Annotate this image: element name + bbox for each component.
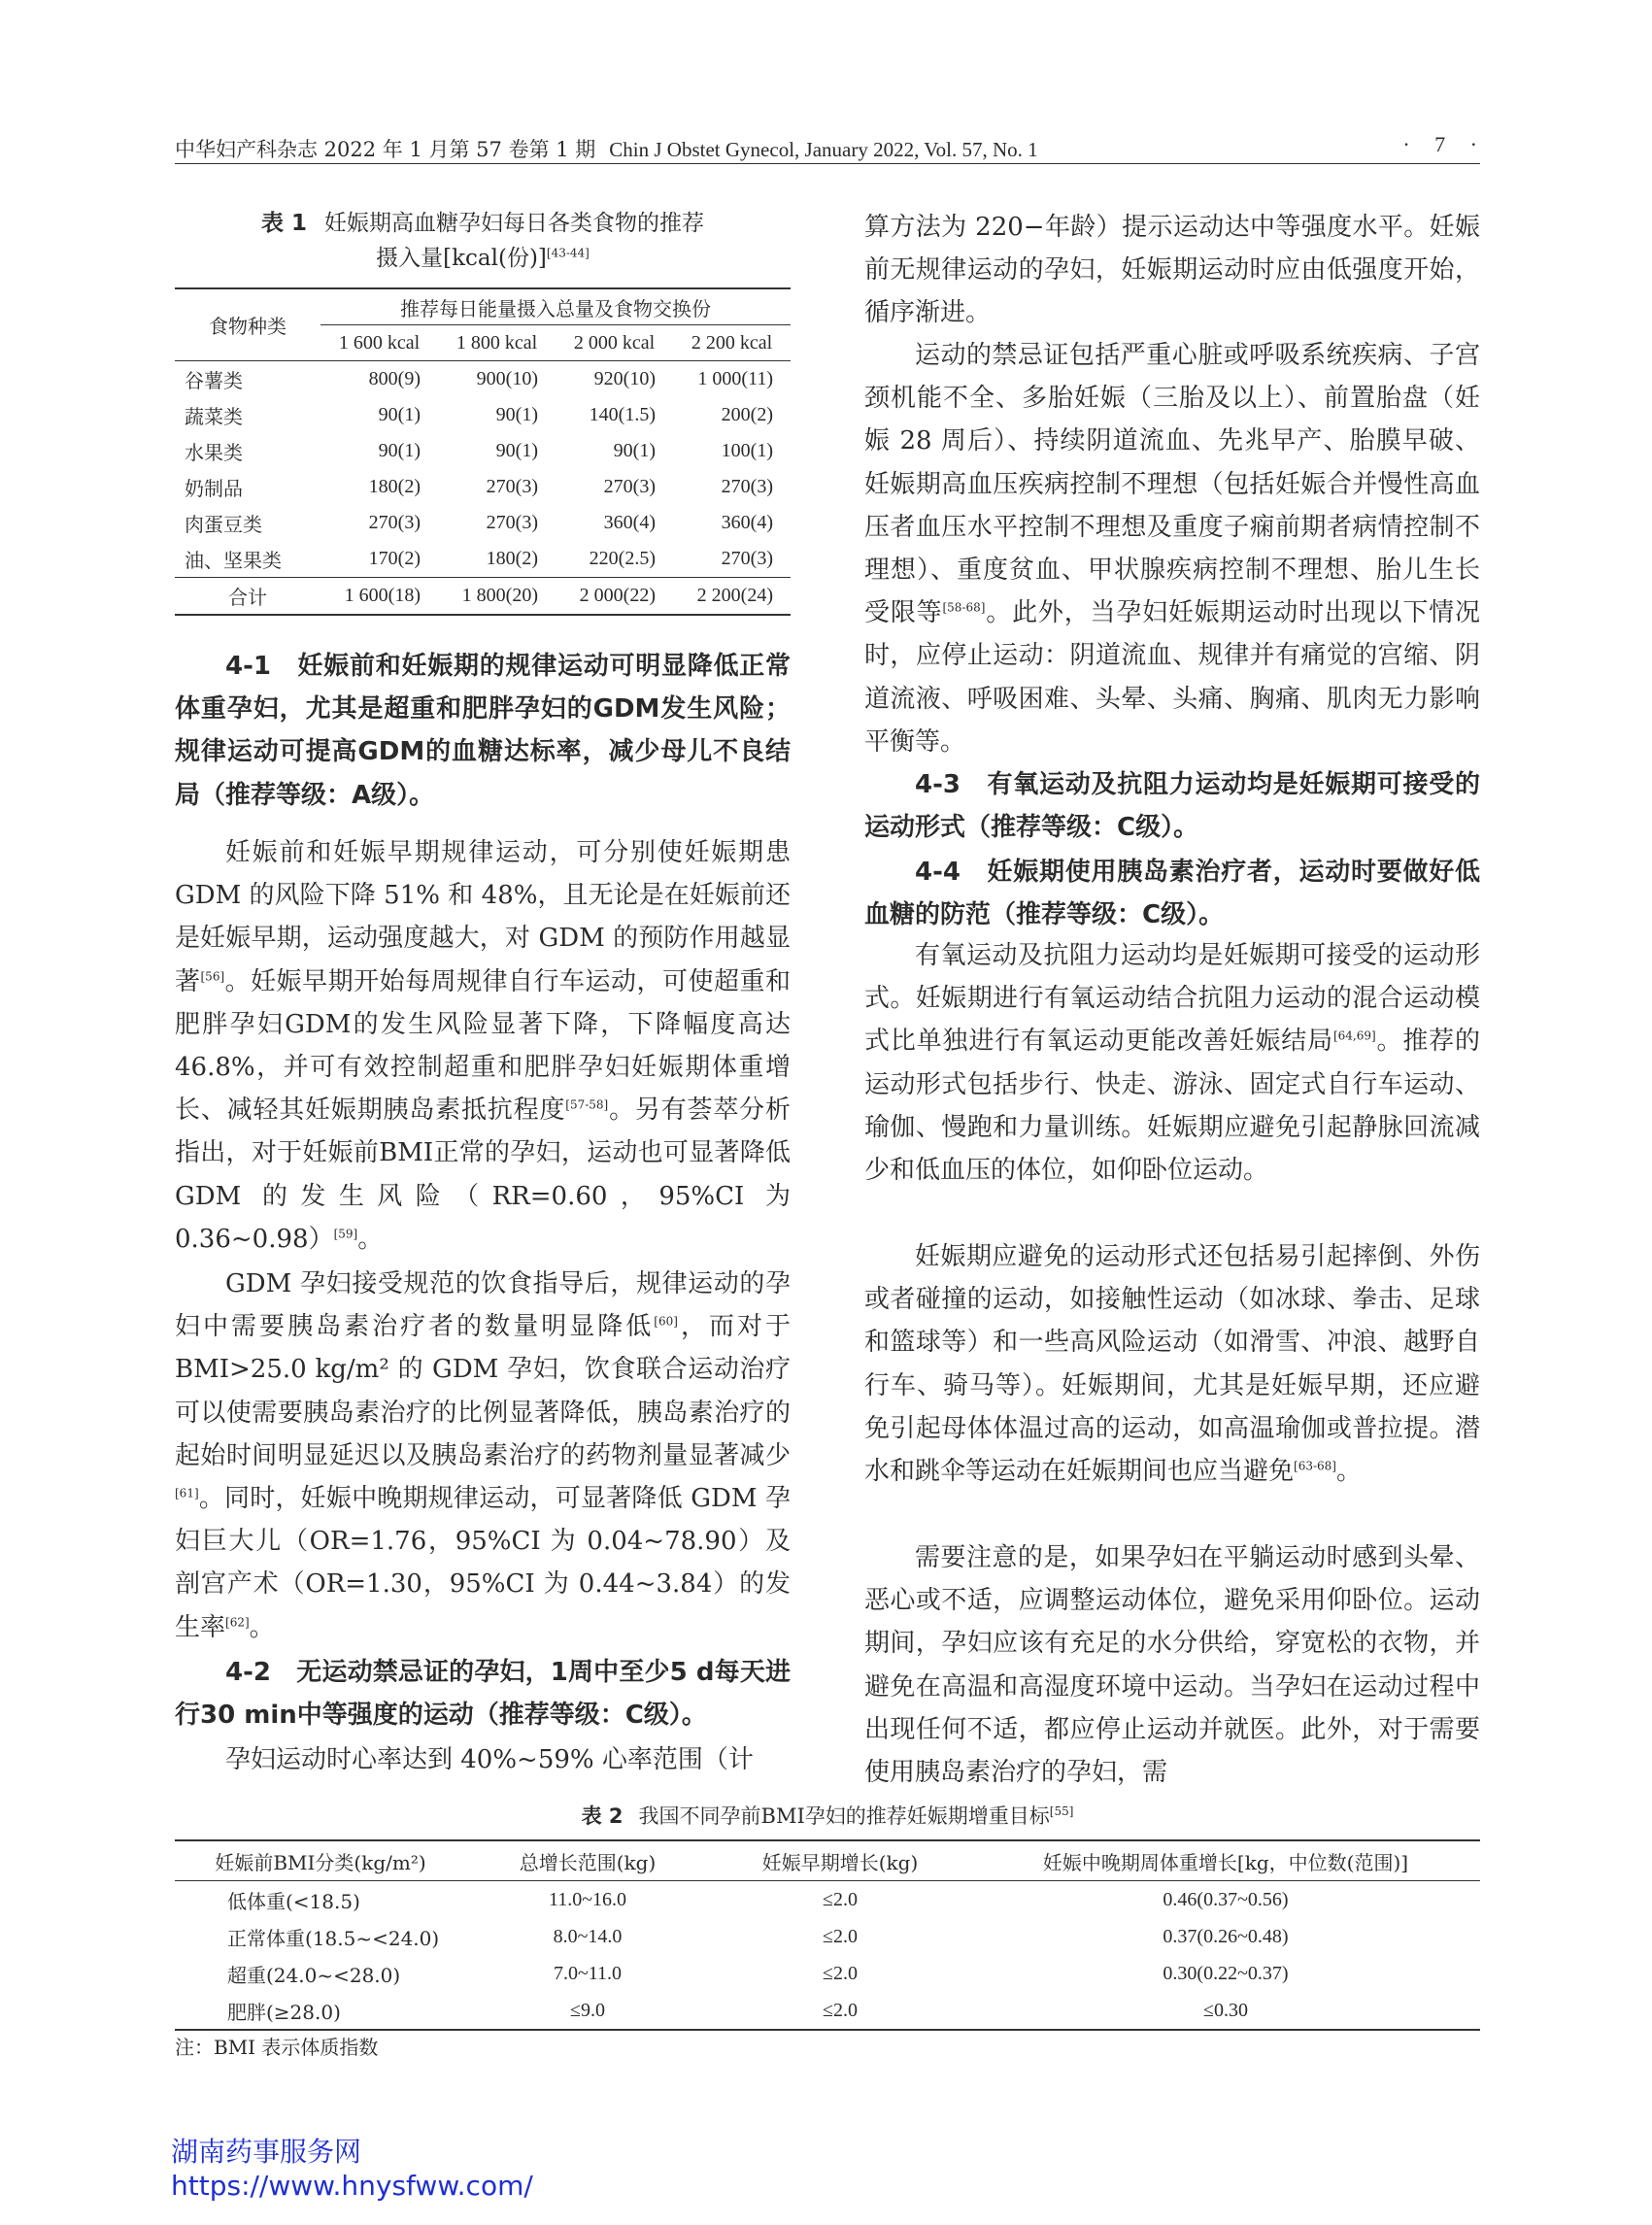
table1-span-header: 推荐每日能量摄入总量及食物交换份 (320, 288, 791, 325)
text-run: 妊娠期应避免的运动形式还包括易引起摔倒、外伤或者碰撞的运动，如接触性运动（如冰球、拳击、足球和篮球等）和一些高风险运动（如滑雪、冲浪、越野自行车、骑马等）。妊娠期间，尤其是妊娠早期，还应避免引起母体体温过高的运动，如高温瑜伽或普拉提。潜水和跳伞等运动在妊娠期间也应当避免 (864, 1242, 1480, 1487)
table-row (175, 433, 791, 469)
table-cell: 180(2) (368, 476, 421, 497)
table1 (175, 287, 791, 616)
table1-title-line1: 妊娠期高血糖孕妇每日各类食物的推荐 (324, 211, 704, 236)
table-cell: ≤0.30 (1203, 1999, 1248, 2021)
table-cell: 800(9) (368, 368, 421, 389)
table1-caption (175, 206, 791, 276)
table1-food: 奶制品 (185, 477, 243, 500)
table2-header: 妊娠前BMI分类(kg/m²) (175, 1840, 466, 1881)
text-run: 。另有荟萃分析指出，对于妊娠前BMI正常的孕妇，运动也可显著降低 GDM 的发生风险（RR=0.60，95%CI 为 0.36~0.98） (175, 1096, 791, 1254)
table-cell: 360(4) (721, 512, 773, 533)
citation: [64,69] (1332, 1028, 1376, 1043)
paragraph: 需要注意的是，如果孕妇在平躺运动时感到头晕、恶心或不适，应调整运动体位，避免采用仰卧位。运动期间，孕妇应该有充足的水分供给，穿宽松的衣物，并避免在高温和高湿度环境中运动。当孕妇在运动过程中出现任何不适，都应停止运动并就医。此外，对于需要使用胰岛素治疗的孕妇，需 (864, 1543, 1480, 1788)
recommendation-4-1: 4-1 妊娠前和妊娠期的规律运动可明显降低正常体重孕妇，尤其是超重和肥胖孕妇的GDM发生风险；规律运动可提高GDM的血糖达标率，减少母儿不良结局（推荐等级：A级）。 (175, 652, 791, 810)
table-cell: 180(2) (486, 548, 538, 569)
table-cell: 270(3) (486, 476, 538, 497)
text-run: 。同时，妊娠中晚期规律运动，可显著降低 GDM 孕妇巨大儿（OR=1.76，95%CI 为 0.04~78.90）及剖宫产术（OR=1.30，95%CI 为 0.44~3.84）的发生率 (175, 1484, 791, 1642)
table-cell: 270(3) (486, 512, 538, 533)
paragraph (175, 831, 791, 1261)
table2-ref: [55] (1049, 1804, 1074, 1818)
watermark-site-name: 湖南药事服务网 (171, 2136, 362, 2168)
table1-level: 1 600 kcal (320, 325, 438, 361)
text-run: 运动的禁忌证包括严重心脏或呼吸系统疾病、子宫颈机能不全、多胎妊娠（三胎及以上）、前置胎盘（妊娠 28 周后）、持续阴道流血、先兆早产、胎膜早破、妊娠期高血压疾病控制不理想（包括妊娠合并慢性高血压者血压水平控制不理想及重度子痫前期者病情控制不理想）、重度贫血、甲状腺疾病控制不理想、胎儿生长受限等 (864, 341, 1480, 628)
table2-header: 总增长范围(kg) (466, 1840, 709, 1881)
recommendation-4-2: 4-2 无运动禁忌证的孕妇，1周中至少5 d每天进行30 min中等强度的运动（推荐等级：C级）。 (175, 1658, 791, 1731)
table1-food: 肉蛋豆类 (185, 513, 262, 536)
text-run: ，而对于 BMI>25.0 kg/m² 的 GDM 孕妇，饮食联合运动治疗可以使需要胰岛素治疗的比例显著降低，胰岛素治疗的起始时间明显延迟以及胰岛素治疗的药物剂量显著减少 (175, 1312, 791, 1470)
citation: [62] (225, 1614, 250, 1629)
table-row (175, 1992, 1480, 2030)
table-cell: ≤2.0 (823, 1999, 858, 2021)
table-cell: ≤2.0 (823, 1888, 858, 1910)
table-cell: 低体重(<18.5) (227, 1889, 360, 1913)
paragraph (175, 1263, 791, 1649)
table1-level: 1 800 kcal (438, 325, 556, 361)
table-cell: 正常体重(18.5~<24.0) (227, 1926, 440, 1950)
table-cell: 170(2) (368, 548, 421, 569)
paragraph (864, 334, 1480, 763)
table-cell: 1 600(18) (320, 578, 438, 616)
table2-caption (175, 1801, 1480, 1830)
journal-name-en: Chin J Obstet Gynecol, January 2022, Vol. 57, No. 1 (609, 138, 1038, 161)
table1-food: 谷薯类 (185, 369, 243, 392)
recommendation-4-3: 4-3 有氧运动及抗阻力运动均是妊娠期可接受的运动形式（推荐等级：C级）。 (864, 770, 1480, 843)
table-cell: 7.0~11.0 (553, 1962, 623, 1984)
text-run: 。 (1335, 1457, 1362, 1487)
header-rule (175, 163, 1480, 164)
citation: [61] (175, 1486, 199, 1500)
table2-note: 注：BMI 表示体质指数 (175, 2036, 379, 2059)
table-cell: 超重(24.0~<28.0) (227, 1963, 401, 1987)
table-cell: 920(10) (593, 368, 656, 389)
table-cell: 90(1) (495, 404, 538, 425)
table2-header: 妊娠早期增长(kg) (709, 1840, 971, 1881)
table-cell: 0.46(0.37~0.56) (1163, 1888, 1289, 1910)
table-cell: ≤2.0 (823, 1925, 858, 1947)
table-cell: ≤9.0 (570, 1999, 605, 2021)
table-row (175, 1955, 1480, 1992)
table-cell: 2 000(22) (556, 578, 673, 616)
table-row (175, 541, 791, 578)
table-cell: 90(1) (378, 404, 421, 425)
paragraph: 算方法为 220−年龄）提示运动达中等强度水平。妊娠前无规律运动的孕妇，妊娠期运动时应由低强度开始，循序渐进。 (864, 213, 1480, 328)
page-number: · 7 · (1402, 132, 1487, 156)
citation: [57-58] (565, 1097, 609, 1112)
table-cell: 1 800(20) (438, 578, 556, 616)
table-cell: 200(2) (721, 404, 773, 425)
table1-food: 蔬菜类 (185, 405, 243, 428)
text-run: 。推荐的运动形式包括步行、快走、游泳、固定式自行车运动、瑜伽、慢跑和力量训练。妊娠期应避免引起静脉回流减少和低血压的体位，如仰卧位运动。 (864, 1027, 1480, 1186)
text-run: GDM 孕妇接受规范的饮食指导后，规律运动的孕妇中需要胰岛素治疗者的数量明显降低 (175, 1269, 791, 1342)
table-cell: 90(1) (378, 440, 421, 461)
table1-ref: [43-44] (546, 246, 590, 260)
table-cell: 360(4) (603, 512, 656, 533)
citation: [59] (333, 1227, 358, 1241)
table-cell: 0.37(0.26~0.48) (1163, 1925, 1289, 1947)
table-cell: 270(3) (721, 476, 773, 497)
table1-food: 水果类 (185, 441, 243, 464)
citation: [60] (654, 1314, 678, 1329)
running-header (175, 134, 1038, 163)
journal-name-cn: 中华妇产科杂志 2022 年 1 月第 57 卷第 1 期 (175, 138, 596, 161)
table-cell: 2 200(24) (673, 578, 791, 616)
citation: [58-68] (942, 600, 986, 615)
table1-level: 2 200 kcal (673, 325, 791, 361)
table-cell: 1 000(11) (697, 368, 773, 389)
text-run: 。妊娠早期开始每周规律自行车运动，可使超重和肥胖孕妇GDM的发生风险显著下降，下降幅度高达46.8%，并可有效控制超重和肥胖孕妇妊娠期体重增长、减轻其妊娠期胰岛素抵抗程度 (175, 966, 791, 1126)
table-cell: 0.30(0.22~0.37) (1163, 1962, 1289, 1984)
table-row (175, 397, 791, 433)
table-cell: 900(10) (476, 368, 538, 389)
table1-label: 表 1 (260, 211, 307, 236)
text-run: 。 (357, 1224, 384, 1254)
paragraph: 孕妇运动时心率达到 40%~59% 心率范围（计 (225, 1745, 754, 1774)
table1-level: 2 000 kcal (556, 325, 673, 361)
text-run: 。此外，当孕妇妊娠期运动时出现以下情况时，应停止运动：阴道流血、规律并有痛觉的宫缩、阴道流液、呼吸困难、头晕、头痛、胸痛、肌肉无力影响平衡等。 (864, 598, 1480, 757)
table-cell: ≤2.0 (823, 1962, 858, 1984)
text-run: 。 (249, 1612, 275, 1642)
table-cell: 100(1) (721, 440, 773, 461)
table-cell: 140(1.5) (589, 404, 656, 425)
table-total-row (175, 578, 791, 616)
table-cell: 270(3) (721, 548, 773, 569)
paragraph (864, 1235, 1480, 1493)
table-row (175, 469, 791, 505)
table2-label: 表 2 (581, 1804, 624, 1828)
table1-col-header: 食物种类 (175, 288, 320, 361)
table-row (175, 1881, 1480, 1919)
table2 (175, 1839, 1480, 2031)
table-row (175, 1918, 1480, 1955)
text-run: 有氧运动及抗阻力运动均是妊娠期可接受的运动形式。妊娠期进行有氧运动结合抗阻力运动的混合运动模式比单独进行有氧运动更能改善妊娠结局 (864, 941, 1480, 1057)
table-cell: 270(3) (368, 512, 421, 533)
text-run: 妊娠前和妊娠早期规律运动，可分别使妊娠期患 GDM 的风险下降 51% 和 48%，且无论是在妊娠前还是妊娠早期，运动强度越大，对 GDM 的预防作用越显著 (175, 838, 791, 996)
table-cell: 90(1) (495, 440, 538, 461)
table1-food: 油、坚果类 (185, 549, 282, 572)
table-cell: 8.0~14.0 (553, 1925, 623, 1947)
table1-title-line2: 摄入量[kcal(份)] (376, 246, 547, 271)
citation: [63-68] (1294, 1459, 1336, 1473)
table-cell: 270(3) (603, 476, 656, 497)
table-cell: 肥胖(≥28.0) (227, 2000, 341, 2024)
table-cell: 11.0~16.0 (548, 1888, 627, 1910)
table1-food: 合计 (175, 578, 320, 616)
watermark-url[interactable]: https://www.hnysfww.com/ (171, 2170, 533, 2202)
table-row (175, 505, 791, 541)
citation: [56] (200, 968, 225, 983)
paragraph (864, 934, 1480, 1192)
table-row (175, 361, 791, 398)
table2-header: 妊娠中晚期周体重增长[kg，中位数(范围)] (971, 1840, 1480, 1881)
table-cell: 90(1) (613, 440, 656, 461)
recommendation-4-4: 4-4 妊娠期使用胰岛素治疗者，运动时要做好低血糖的防范（推荐等级：C级）。 (864, 858, 1480, 930)
table2-title: 我国不同孕前BMI孕妇的推荐妊娠期增重目标 (638, 1804, 1050, 1828)
table-cell: 220(2.5) (589, 548, 656, 569)
